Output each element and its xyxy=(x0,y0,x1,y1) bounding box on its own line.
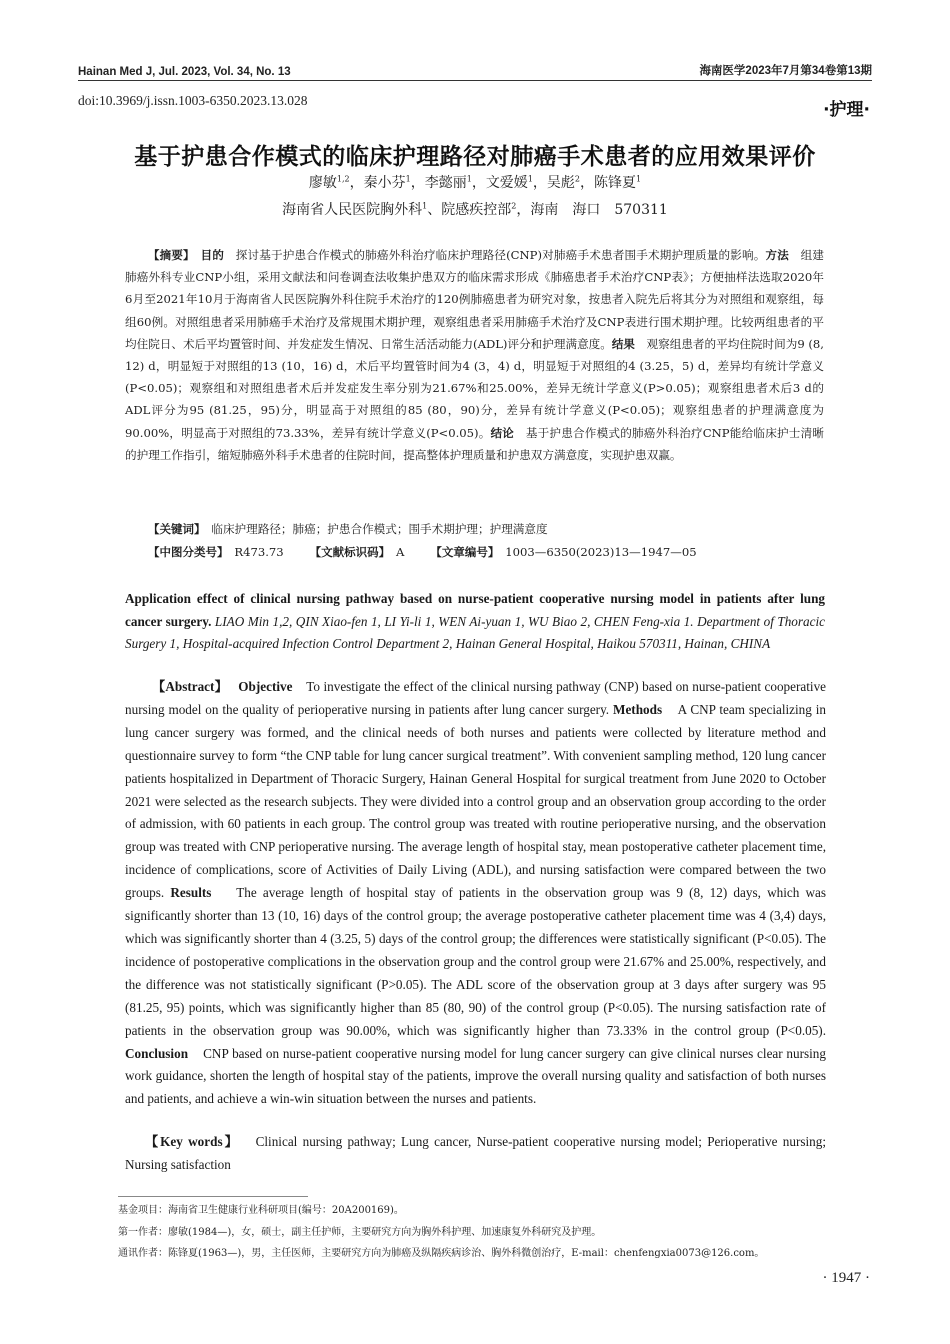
classification-line xyxy=(125,541,824,563)
author-separator: ， xyxy=(532,175,547,191)
author: 李懿丽 xyxy=(424,175,467,191)
author: 陈锋夏 xyxy=(594,175,636,191)
methods-text-zh: 组建肺癌外科专业CNP小组，采用文献法和问卷调查法收集护患双方的临床需求形成《肺癌患者手术治疗CNP表》；方便抽样法选取2020年6月至2021年10月于海南省人民医院胸外科住院手术治疗的120例肺癌患者为研究对象，按患者入院先后将其分为对照组和观察组，每组60例。对照组患者采用肺癌手术治疗及常规围术期护理，观察组患者采用肺癌手术治疗及CNP表进行围术期护理。比较两组患者的平均住院日、术后平均置管时间、并发症发生情况、日常生活活动能力(ADL)评分和护理满意度。 xyxy=(125,248,824,351)
english-title: Application effect of clinical nursing pathway based on nurse-patient cooperative nursing model in patients after lung cancer surgery. xyxy=(125,591,825,629)
journal-name-en: Hainan Med J, Jul. 2023, Vol. 34, No. 13 xyxy=(78,66,291,78)
results-text-en: The average length of hospital stay of patients in the observation group was 9 (8, 12) days, which was significantly shorter than 13 (10, 16) days of the control group; the average postoperative catheter placement time was 4 (3,4) days, which was significantly shorter than 4 (3.25, 5) days of the control group; the differences were statistically significant (P<0.05). The incidence of postoperative complications in the observation group and the control group were 21.67% and 25.00%, respectively, and the difference was not statistically significant (P>0.05). The ADL score of the observation group at 3 days after surgery was 95 (81.25, 95) points, which was significantly higher than 85 (80, 90) of the control group (P<0.05). The nursing satisfaction rate of patients in the observation group was 90.00%, which was significantly higher than 73.33% in the control group (P<0.05). xyxy=(125,885,827,1038)
author: 吴彪 xyxy=(546,175,575,191)
keywords-en xyxy=(125,1130,826,1176)
footnote-rule xyxy=(118,1196,308,1197)
affiliation-dept-1: 海南省人民医院胸外科 xyxy=(282,202,423,218)
journal-name-zh: 海南医学2023年7月第34卷第13期 xyxy=(699,65,872,77)
affiliation-mark: 2 xyxy=(511,201,517,211)
article-title: 基于护患合作模式的临床护理路径对肺癌手术患者的应用效果评价 xyxy=(134,144,816,170)
affiliation xyxy=(40,199,910,219)
keywords-en-value: Clinical nursing pathway; Lung cancer, Nurse-patient cooperative nursing model; Perioperative nursing; Nursing satisfaction xyxy=(125,1134,826,1172)
author-separator: ， xyxy=(580,175,594,191)
doc-code-label: 【文献标识码】 xyxy=(309,545,385,559)
keywords-zh xyxy=(125,518,824,540)
conclusion-label-en: Conclusion xyxy=(125,1045,189,1061)
author-affiliation-mark: 1 xyxy=(466,174,472,184)
column-tag: ·护理· xyxy=(823,100,870,120)
author-list xyxy=(40,172,910,192)
author-affiliation-mark: 1 xyxy=(527,174,533,184)
keywords-zh-value: 临床护理路径；肺癌；护患合作模式；围手术期护理；护理满意度 xyxy=(211,522,548,536)
running-header xyxy=(78,60,872,78)
results-text-zh: 观察组患者的平均住院时间为9 (8, 12) d，明显短于对照组的13 (10，16) d，术后平均置管时间为4 (3，4) d，明显短于对照组的4 (3.25，5) d，差异均有统计学意义(P<0.05)；观察组和对照组患者术后并发症发生率分别为21.67%和25.00%，差异无统计学意义(P>0.05)；观察组患者术后3 d的ADL评分为95 (81.25，95)分，明显高于对照组的85 (80，90)分，差异有统计学意义(P<0.05)；观察组患者的护理满意度为90.00%，明显高于对照组的73.33%，差异有统计学意义(P<0.05)。 xyxy=(125,336,824,440)
keywords-zh-label: 【关键词】 xyxy=(148,522,200,536)
clc-label: 【中图分类号】 xyxy=(148,545,223,559)
objective-text-zh: 探讨基于护患合作模式的肺癌外科治疗临床护理路径(CNP)对肺癌手术患者围手术期护理质量的影响。 xyxy=(235,248,766,262)
footnote-funding: 基金项目：海南省卫生健康行业科研项目(编号：20A200169)。 xyxy=(118,1205,404,1216)
english-authors: LIAO Min 1,2, QIN Xiao-fen 1, LI Yi-li 1, WEN Ai-yuan 1, WU Biao 2, CHEN Feng-xia 1. xyxy=(214,613,694,629)
author-affiliation-mark: 1,2 xyxy=(336,174,350,184)
author-affiliation-mark: 1 xyxy=(405,174,411,184)
abstract-zh-label: 【摘要】 xyxy=(148,248,189,262)
objective-label-en: Objective xyxy=(238,679,293,694)
header-rule xyxy=(78,80,872,81)
abstract-en-label: 【Abstract】 xyxy=(152,679,228,694)
affiliation-location: ，海南 海口 570311 xyxy=(516,202,668,218)
objective-label-zh: 目的 xyxy=(200,248,224,262)
methods-text-en: A CNP team specializing in lung cancer surgery was formed, and the clinical needs of both nurses and patients were collected by literature method and questionnaire survey to form “the CNP table for lung cancer surgical treatment”. With convenient sampling method, 120 lung cancer patients hospitalized in Department of Thoracic Surgery, Hainan General Hospital for surgical treatment from June 2020 to October 2021 were selected as the research subjects. They were divided into a control group and an observation group according to the order of admission, with 60 patients in each group. The control group was treated with routine perioperative nursing, and the observation group was treated with CNP perioperative nursing. The average length of hospital stay, mean postoperative catheter placement time, incidence of complications, score of Activities of Daily Living (ADL), and nursing satisfaction were compared between the two groups. xyxy=(125,701,827,901)
footnote-first-author: 第一作者：廖敏(1984—)，女，硕士，副主任护师，主要研究方向为胸外科护理、加速康复外科研究及护理。 xyxy=(118,1226,602,1238)
conclusion-label-zh: 结论 xyxy=(490,425,514,440)
english-affiliation: Department of Thoracic Surgery 1, Hospital-acquired Infection Control Department 2, Hainan General Hospital, Haikou 570311, Hainan, CHINA xyxy=(125,613,825,652)
keywords-en-label: 【Key words】 xyxy=(145,1134,240,1149)
methods-label-en: Methods xyxy=(613,701,663,717)
author-affiliation-mark: 1 xyxy=(636,174,642,184)
abstract-zh xyxy=(125,244,824,466)
doi[interactable]: doi:10.3969/j.issn.1003-6350.2023.13.028 xyxy=(78,93,308,108)
abstract-en xyxy=(125,676,826,1111)
author: 文爱媛 xyxy=(485,175,528,191)
english-title-block xyxy=(125,588,825,656)
author: 廖敏 xyxy=(308,175,337,191)
article-number-label: 【文章编号】 xyxy=(430,545,494,559)
results-label-en: Results xyxy=(170,885,212,901)
author-separator: ， xyxy=(410,175,425,191)
footnotes xyxy=(118,1200,860,1265)
methods-label-zh: 方法 xyxy=(765,248,789,262)
footnote-corresponding: 通讯作者：陈锋夏(1963—)，男，主任医师，主要研究方向为肺癌及纵隔疾病诊治、胸外科微创治疗，E-mail：chenfengxia0073@126.com。 xyxy=(118,1248,765,1259)
conclusion-text-zh: 基于护患合作模式的肺癌外科治疗CNP能给临床护士清晰的护理工作指引，缩短肺癌外科手术患者的住院时间，提高整体护理质量和护患双方满意度，实现护患双赢。 xyxy=(125,425,824,462)
author-separator: ， xyxy=(471,175,486,191)
affiliation-dept-2: 、院感疾控部 xyxy=(427,202,512,218)
author-affiliation-mark: 2 xyxy=(574,174,580,184)
objective-text-en: To investigate the effect of the clinical nursing pathway (CNP) based on nurse-patient cooperative nursing model on the quality of perioperative nursing in patients after lung cancer surgery. xyxy=(125,679,827,717)
affiliation-mark: 1 xyxy=(422,201,428,211)
results-label-zh: 结果 xyxy=(611,336,635,351)
author-separator: ， xyxy=(349,175,364,191)
article-number-value: 1003—6350(2023)13—1947—05 xyxy=(505,545,697,559)
doc-code-value: A xyxy=(396,545,405,559)
clc-value: R473.73 xyxy=(234,545,284,559)
conclusion-text-en: CNP based on nurse-patient cooperative nursing model for lung cancer surgery can give clinical nurses clear nursing work guidance, shorten the length of hospital stay of the patients, improve the overall nursing quality and satisfaction of both nurses and patients, and achieve a win-win situation between the nurses and patients. xyxy=(125,1045,826,1107)
page-number: · 1947 · xyxy=(822,1270,870,1286)
author: 秦小芬 xyxy=(363,175,406,191)
